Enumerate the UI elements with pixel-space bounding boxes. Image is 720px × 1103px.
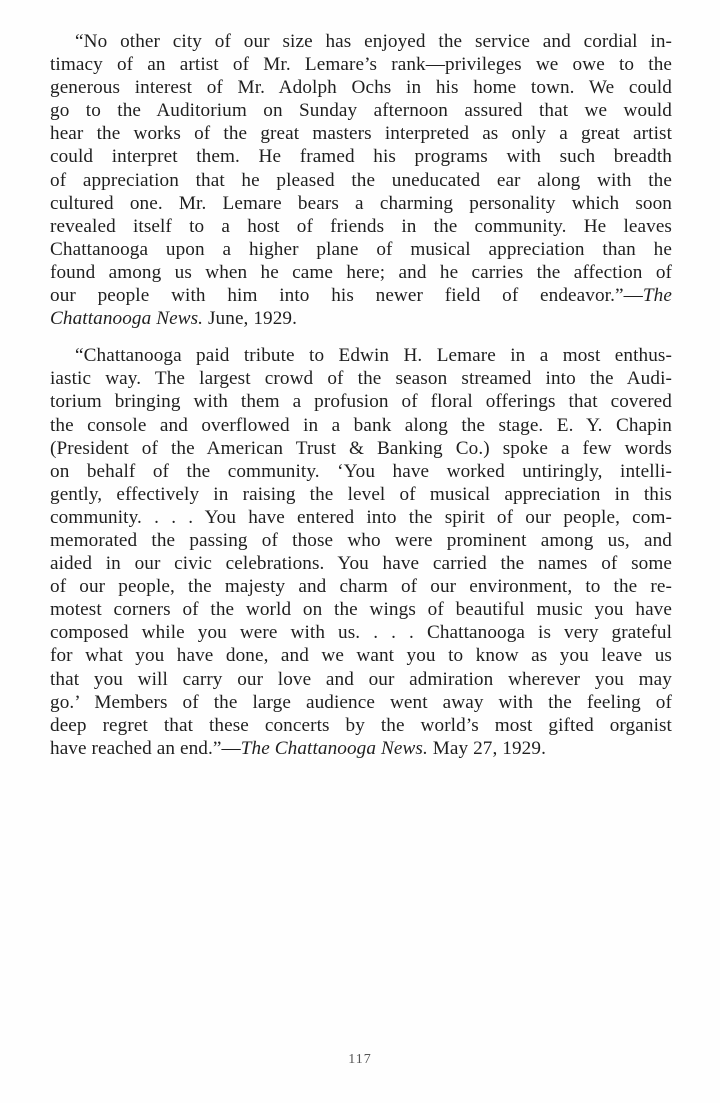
line-text: of appreciation that he pleased the uneducated ear along with the	[50, 169, 672, 191]
line-text: composed while you were with us. . . . Chattanooga is very grateful	[50, 622, 672, 644]
text-column	[50, 30, 672, 760]
line-text: community. . . . You have entered into the spirit of our people, com-	[50, 506, 672, 528]
line-text: aided in our civic celebrations. You have carried the names of some	[50, 553, 672, 575]
line-text: memorated the passing of those who were prominent among us, and	[50, 529, 672, 551]
text-line	[50, 76, 672, 99]
text-line	[50, 53, 672, 76]
text-line	[50, 598, 672, 621]
line-text: Chattanooga upon a higher plane of musical appreciation than he	[50, 238, 672, 260]
italic-citation-text: The	[642, 285, 672, 307]
line-text: go.’ Members of the large audience went away with the feeling of	[50, 691, 672, 713]
text-line	[50, 437, 672, 460]
line-text: revealed itself to a host of friends in the community. He leaves	[50, 215, 672, 237]
text-line	[50, 344, 672, 367]
line-text: for what you have done, and we want you to know as you leave us	[50, 645, 672, 667]
text-line	[50, 644, 672, 667]
text-line	[50, 169, 672, 192]
text-line	[50, 737, 672, 760]
line-text: have reached an end.”—	[50, 737, 241, 759]
text-line	[50, 460, 672, 483]
text-line	[50, 483, 672, 506]
text-line	[50, 714, 672, 737]
text-line	[50, 506, 672, 529]
italic-citation-text: The Chattanooga News.	[240, 737, 428, 759]
text-line	[50, 668, 672, 691]
text-line	[50, 691, 672, 714]
line-text: June, 1929.	[203, 308, 298, 330]
text-line	[50, 145, 672, 168]
line-text: gently, effectively in raising the level of musical appreciation in this	[50, 483, 672, 505]
line-text: of our people, the majesty and charm of our environment, to the re-	[50, 576, 672, 598]
line-text: the console and overflowed in a bank along the stage. E. Y. Chapin	[50, 414, 672, 436]
line-text: our people with him into his newer field of endeavor.”—	[50, 285, 643, 307]
page-number: 117	[348, 1052, 372, 1067]
text-line	[50, 552, 672, 575]
line-text: iastic way. The largest crowd of the season streamed into the Audi-	[50, 368, 672, 390]
text-line	[50, 99, 672, 122]
text-line	[50, 307, 672, 330]
line-text: May 27, 1929.	[427, 737, 546, 759]
text-line	[50, 122, 672, 145]
line-text: generous interest of Mr. Adolph Ochs in his home town. We could	[50, 77, 672, 99]
italic-citation-text: Chattanooga News.	[50, 308, 204, 330]
line-text: could interpret them. He framed his programs with such breadth	[50, 146, 672, 168]
text-line	[50, 215, 672, 238]
text-line	[50, 575, 672, 598]
line-text: torium bringing with them a profusion of floral offerings that covered	[50, 391, 672, 413]
line-text: hear the works of the great masters interpreted as only a great artist	[50, 123, 672, 145]
line-text: cultured one. Mr. Lemare bears a charming personality which soon	[50, 192, 672, 214]
text-line	[50, 30, 672, 53]
line-text: on behalf of the community. ‘You have worked untiringly, intelli-	[50, 460, 672, 482]
text-line	[50, 261, 672, 284]
text-line	[50, 529, 672, 552]
quote-paragraph	[50, 30, 672, 330]
line-text: deep regret that these concerts by the world’s most gifted organist	[50, 714, 672, 736]
text-line	[50, 390, 672, 413]
line-text: timacy of an artist of Mr. Lemare’s rank—privileges we owe to the	[50, 54, 672, 76]
line-text: that you will carry our love and our admiration wherever you may	[50, 668, 672, 690]
text-line	[50, 238, 672, 261]
line-text: go to the Auditorium on Sunday afternoon assured that we would	[50, 100, 672, 122]
line-text: “Chattanooga paid tribute to Edwin H. Lemare in a most enthus-	[75, 345, 672, 367]
text-line	[50, 621, 672, 644]
line-text: (President of the American Trust & Banking Co.) spoke a few words	[50, 437, 672, 459]
quote-paragraph	[50, 344, 672, 760]
line-text: “No other city of our size has enjoyed the service and cordial in-	[75, 31, 672, 52]
text-line	[50, 414, 672, 437]
text-line	[50, 192, 672, 215]
line-text: motest corners of the world on the wings of beautiful music you have	[50, 599, 672, 621]
line-text: found among us when he came here; and he carries the affection of	[50, 261, 672, 283]
text-line	[50, 367, 672, 390]
text-line	[50, 284, 672, 307]
